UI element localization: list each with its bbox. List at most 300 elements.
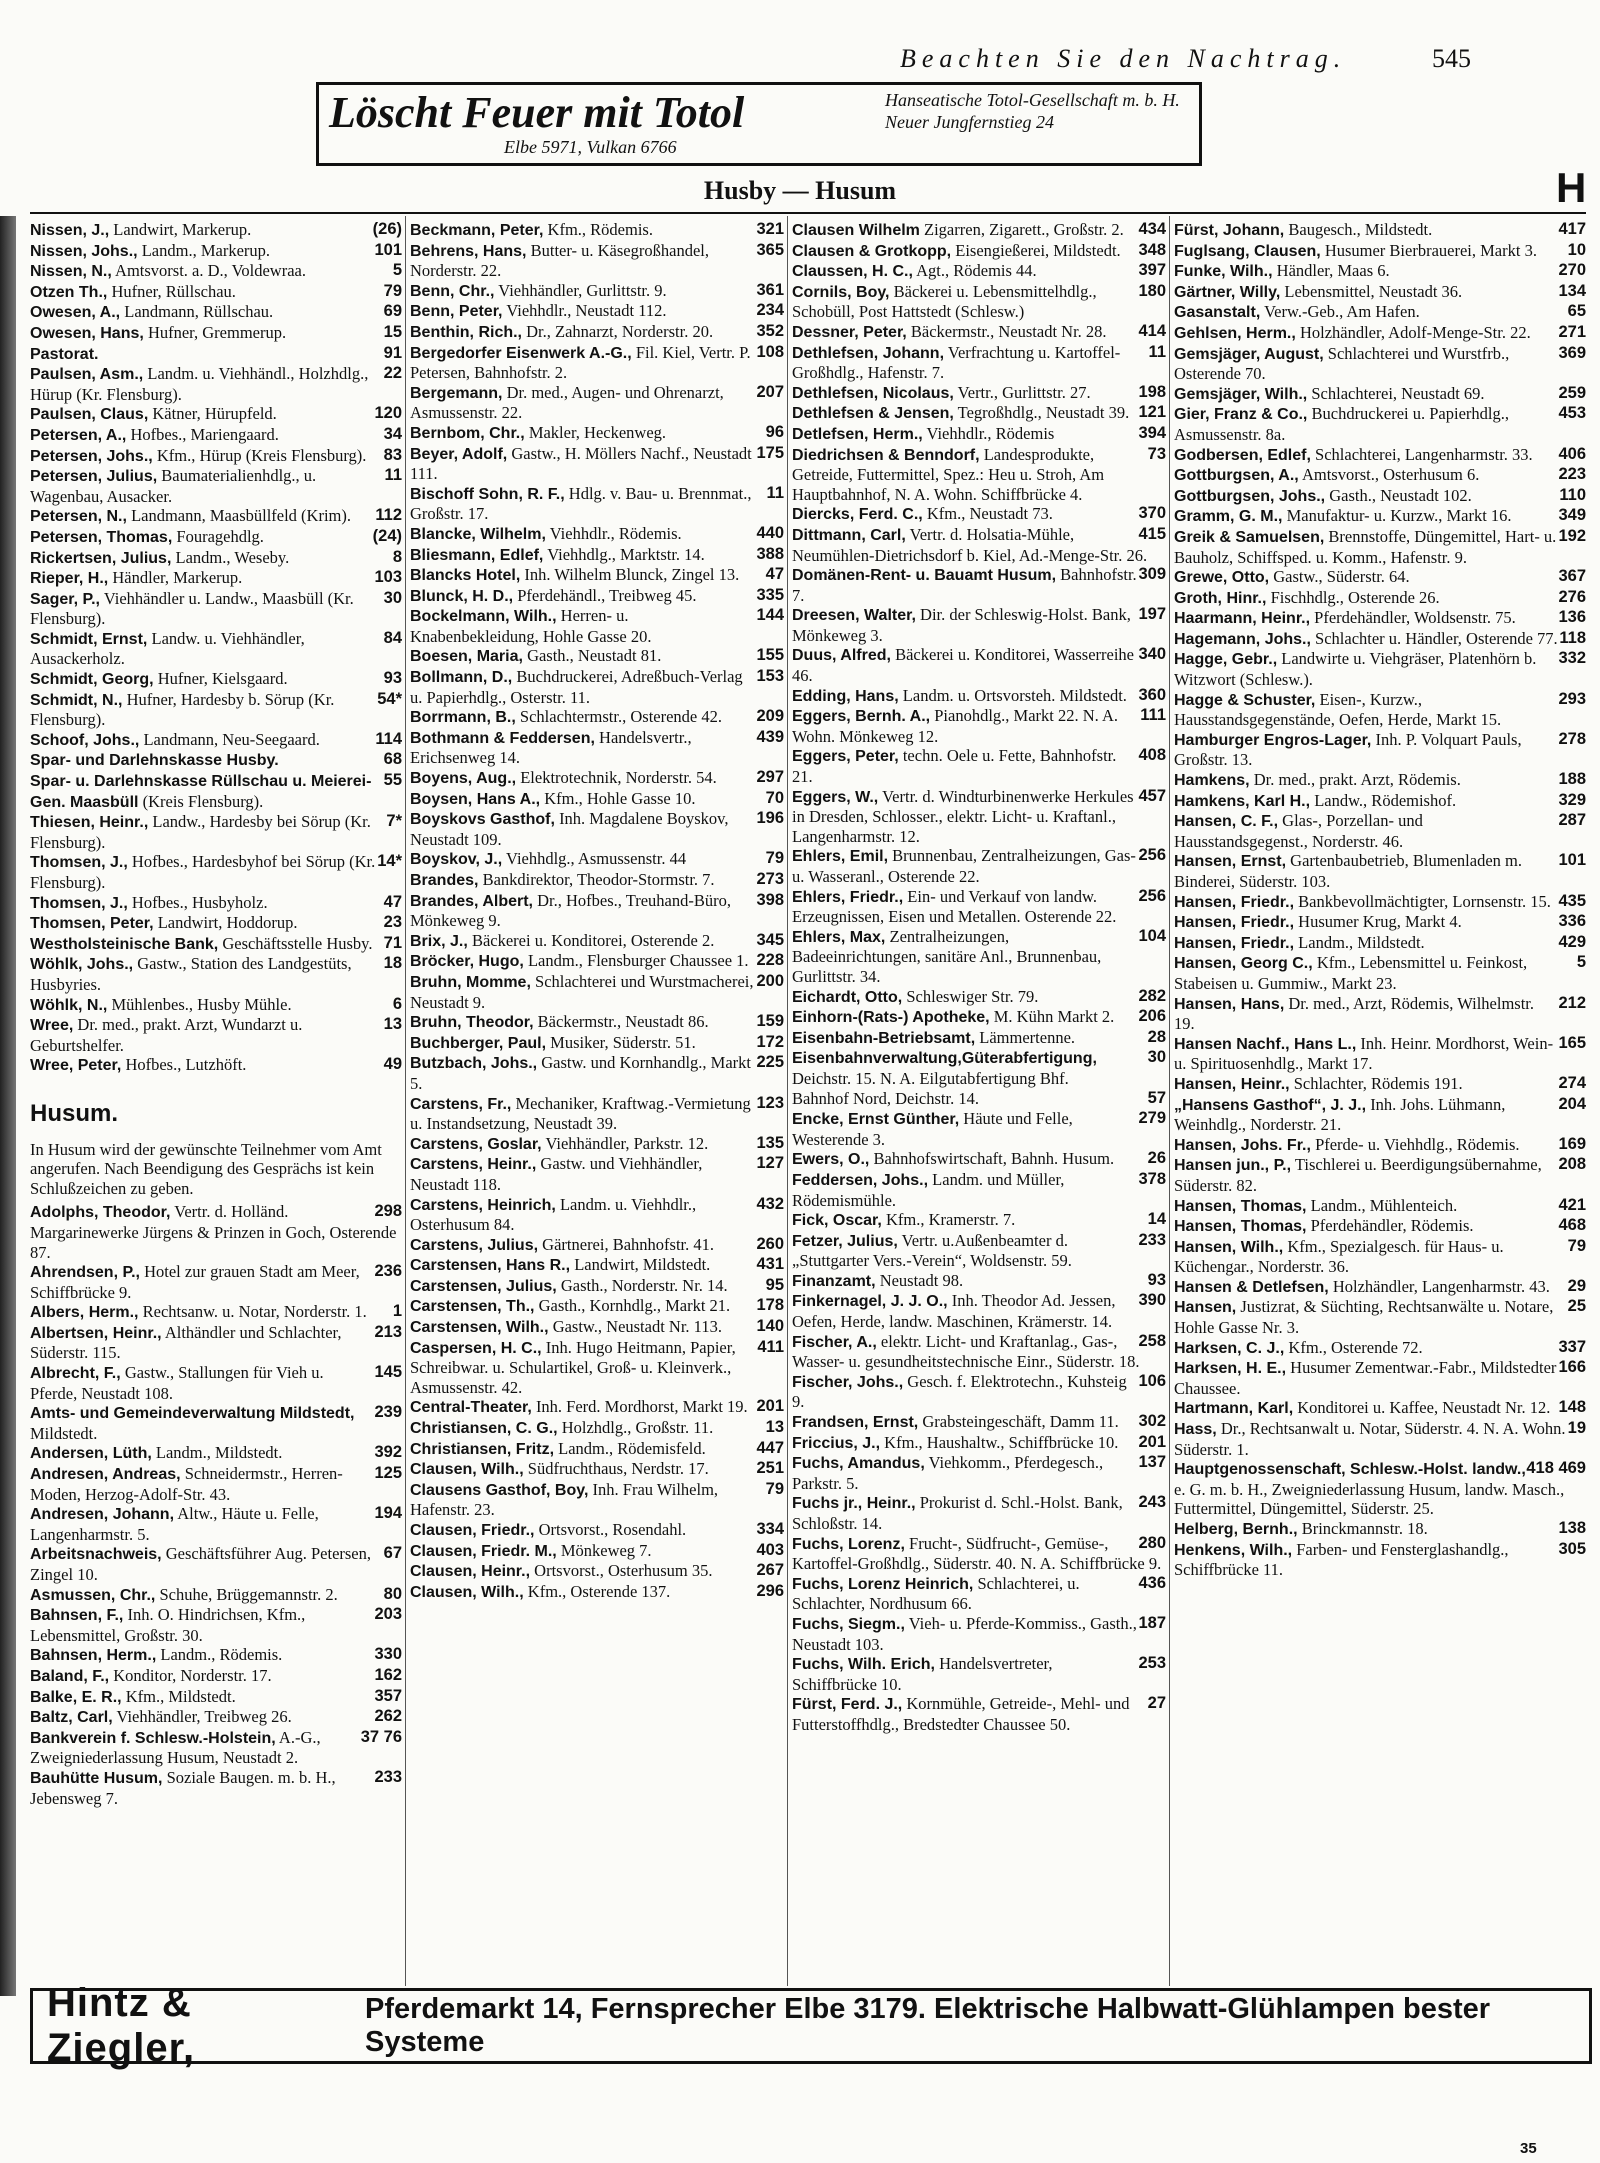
directory-entry xyxy=(410,1480,784,1520)
entry-details: Landm., Flensburger Chaussee 1. xyxy=(527,951,749,971)
entry-phone-number: 27 xyxy=(1147,1694,1166,1713)
entry-name: Clausen, Wilh., xyxy=(410,1583,524,1601)
entry-phone-number: 11 xyxy=(766,483,784,502)
entry-name: Albrecht, F., xyxy=(30,1365,121,1383)
entry-details: Inh. Magdalene Boyskov, Neustadt 109. xyxy=(410,809,729,849)
entry-details: Kfm., Lebensmittel u. Feinkost, Stabeisen u. Gummiw., Markt 23. xyxy=(1174,953,1528,993)
entry-phone-number: 106 xyxy=(1138,1371,1166,1390)
entry-phone-number: 148 xyxy=(1558,1398,1586,1417)
entry-name: Diedrichsen & Benndorf, xyxy=(792,446,980,464)
entry-details: Kornmühle, Getreide-, Mehl- und Futterstoffhdlg., Bredstedter Chaussee 50. xyxy=(792,1694,1130,1734)
entry-name: Bahnsen, F., xyxy=(30,1607,124,1625)
entry-name: Fuchs, Wilh. Erich, xyxy=(792,1656,935,1674)
entry-details: Viehhdlr., Rödemis. xyxy=(549,523,682,543)
entry-phone-number: 260 xyxy=(756,1234,784,1253)
entry-details: Kfm., Haushaltw., Schiffbrücke 10. xyxy=(884,1432,1119,1452)
entry-phone-number: 108 xyxy=(756,342,784,361)
directory-entry xyxy=(410,1338,784,1398)
entry-name: Harksen, C. J., xyxy=(1174,1339,1285,1357)
entry-name: Schmidt, Georg, xyxy=(30,671,154,689)
entry-name: Boyskov, J., xyxy=(410,851,503,869)
entry-details: Gastw., Stallungen für Vieh u. Pferde, Neustadt 108. xyxy=(30,1363,324,1403)
entry-phone-number: 417 xyxy=(1558,220,1586,238)
column-divider xyxy=(1169,216,1170,1986)
entry-details: Dr. med., prakt. Arzt, Wundarzt u. Geburtshelfer. xyxy=(30,1015,303,1055)
entry-phone-number: 13 xyxy=(383,1015,402,1034)
directory-entry xyxy=(792,1372,1166,1412)
entry-details: Schlachter u. Händler, Osterende 77. xyxy=(1315,628,1558,648)
entry-phone-number: 54* xyxy=(377,689,402,708)
entry-name: Brandes, xyxy=(410,872,479,889)
entry-details: Bäckerei u. Konditorei, Osterende 2. xyxy=(471,930,715,950)
entry-name: Greik & Samuelsen, xyxy=(1174,528,1325,546)
directory-entry xyxy=(1174,690,1586,730)
page-title: Husby — Husum xyxy=(703,176,897,205)
entry-details: Pferdehändler, Woldsenstr. 75. xyxy=(1314,608,1516,628)
entry-phone-number: 18 xyxy=(383,954,402,973)
entry-name: Petersen, Johs., xyxy=(30,447,153,465)
entry-name: Wree, Peter, xyxy=(30,1057,122,1075)
entry-name: Rickertsen, Julius, xyxy=(30,549,172,567)
entry-details: Deichstr. 15. N. A. Eilgutabfertigung Bhf. xyxy=(792,1068,1069,1088)
entry-name: Baland, F., xyxy=(30,1667,110,1685)
directory-entry xyxy=(1174,933,1586,954)
entry-phone-number: 187 xyxy=(1138,1613,1166,1632)
entry-details: Herren- u. Knabenbekleidung, Hohle Gasse 20. xyxy=(410,606,652,646)
entry-name: Brandes, Albert, xyxy=(410,892,533,910)
entry-details: Viehhdlg., Marktstr. 14. xyxy=(547,544,705,564)
directory-entry xyxy=(792,1493,1166,1533)
entry-details: Schuhe, Brüggemannstr. 2. xyxy=(159,1584,338,1604)
directory-entry xyxy=(410,1541,784,1562)
entry-phone-number: 120 xyxy=(374,404,402,423)
directory-entry xyxy=(1174,1155,1586,1195)
entry-details: Landwirt, Markerup. xyxy=(113,220,252,239)
entry-phone-number: 125 xyxy=(374,1464,402,1483)
entry-details: Händler, Markerup. xyxy=(112,568,243,588)
entry-phone-number: 415 xyxy=(1138,524,1166,543)
entry-phone-number: 243 xyxy=(1138,1493,1166,1512)
entry-details: Schneidermstr., Herren-Moden, Herzog-Adolf-Str. 43. xyxy=(30,1464,343,1504)
entry-details: Hofbes., Lutzhöft. xyxy=(125,1055,247,1075)
entry-details: Husumer Krug, Markt 4. xyxy=(1298,912,1462,932)
directory-entry xyxy=(30,1687,402,1708)
entry-name: Blunck, H. D., xyxy=(410,587,514,605)
entry-name: Fürst, Ferd. J., xyxy=(792,1696,903,1714)
directory-entry xyxy=(30,1768,402,1808)
entry-details: Viehhändler u. Landw., Maasbüll (Kr. Flensburg). xyxy=(30,588,354,629)
directory-entry xyxy=(30,323,402,344)
entry-name: Hauptgenossenschaft, Schlesw.-Holst. landw., xyxy=(1174,1461,1526,1479)
entry-name: Behrens, Hans, xyxy=(410,242,527,260)
entry-name: Petersen, Julius, xyxy=(30,468,158,486)
directory-entry xyxy=(410,1235,784,1256)
entry-name: Fick, Oscar, xyxy=(792,1212,882,1230)
entry-phone-number: 223 xyxy=(1558,465,1586,484)
entry-details: Inh. O. Hindrichsen, Kfm., Lebensmittel, Großstr. 30. xyxy=(30,1605,306,1645)
entry-phone-number: 276 xyxy=(1558,587,1586,606)
entry-details: Landm., Mildstedt. xyxy=(155,1443,283,1463)
entry-name: Asmussen, Chr., xyxy=(30,1586,156,1604)
entry-name: Carstens, Fr., xyxy=(410,1095,512,1113)
directory-entry xyxy=(410,1317,784,1338)
entry-phone-number: 259 xyxy=(1558,383,1586,402)
entry-name: Bröcker, Hugo, xyxy=(410,953,524,971)
entry-name: Fuchs jr., Heinr., xyxy=(792,1495,916,1513)
entry-phone-number: 79 xyxy=(1567,1236,1586,1255)
entry-name: Carstensen, Wilh., xyxy=(410,1319,549,1337)
entry-details: Kfm., Spezialgesch. für Haus- u. Küchengar., Norderstr. 36. xyxy=(1174,1236,1504,1277)
entry-details: Konditor, Norderstr. 17. xyxy=(113,1665,272,1685)
entry-phone-number: 414 xyxy=(1138,321,1166,340)
directory-entry xyxy=(30,954,402,994)
entry-phone-number: 1 xyxy=(392,1302,402,1321)
entry-name: Christiansen, C. G., xyxy=(410,1420,558,1438)
directory-entry xyxy=(30,302,402,323)
entry-name: Bliesmann, Edlef, xyxy=(410,546,544,564)
entry-name: Schoof, Johs., xyxy=(30,731,140,749)
entry-name: Clausen & Grotkopp, xyxy=(792,242,952,260)
entry-name: Hamkens, Karl H., xyxy=(1174,792,1311,810)
entry-details: Geschäftsführer Aug. Petersen, Zingel 10. xyxy=(30,1544,372,1584)
entry-details: Dr., Zahnarzt, Norderstr. 20. xyxy=(526,321,714,341)
entry-details: Gastw., Station des Landgestüts, Husbyries. xyxy=(30,954,352,994)
directory-entry xyxy=(30,629,402,669)
entry-phone-number: 397 xyxy=(1138,261,1166,280)
section-heading: Husum. xyxy=(30,1099,119,1127)
directory-entry xyxy=(792,445,1166,505)
directory-entry xyxy=(410,1582,784,1603)
entry-name: Hansen, Friedr., xyxy=(1174,934,1295,952)
entry-name: Bernbom, Chr., xyxy=(410,424,525,442)
directory-entry xyxy=(410,322,784,343)
entry-name: Schmidt, Ernst, xyxy=(30,630,148,648)
entry-phone-number: 204 xyxy=(1558,1094,1586,1113)
entry-name: Dethlefsen & Jensen, xyxy=(792,405,954,423)
entry-name: Feddersen, Johs., xyxy=(792,1171,929,1189)
entry-phone-number: 369 xyxy=(1558,343,1586,362)
directory-entry xyxy=(792,1332,1166,1372)
husum-entries xyxy=(30,1202,402,1808)
entry-phone-number: 67 xyxy=(383,1544,402,1563)
entry-details: Neustadt 98. xyxy=(879,1270,964,1290)
entry-details: techn. Oele u. Fette, Bahnhofstr. 21. xyxy=(792,746,1117,787)
entry-name: Wöhlk, N., xyxy=(30,996,108,1014)
entry-details: Kfm., Osterende 137. xyxy=(527,1581,671,1601)
entry-phone-number: 101 xyxy=(1558,851,1586,870)
entry-name: Bankverein f. Schlesw.-Holstein, xyxy=(30,1729,276,1747)
entry-details: Glas-, Porzellan- und Hausstandsgegenst., Norderstr. 46. xyxy=(1174,811,1423,851)
entry-name: Boyens, Aug., xyxy=(410,770,517,788)
entry-details: Eisen-, Kurzw., Hausstandsgegenstände, Oefen, Herde, Markt 15. xyxy=(1174,689,1502,730)
entry-name: Diercks, Ferd. C., xyxy=(792,506,923,524)
entry-phone-number: 23 xyxy=(383,913,402,932)
directory-entry xyxy=(30,1015,402,1055)
entry-phone-number: 30 xyxy=(1147,1048,1166,1067)
entry-phone-number: 278 xyxy=(1558,729,1586,748)
entry-phone-number: 136 xyxy=(1558,608,1586,627)
directory-entry xyxy=(792,1534,1166,1574)
entry-phone-number: 367 xyxy=(1558,567,1586,586)
entry-phone-number: 390 xyxy=(1138,1291,1166,1310)
entry-name: Carstens, Julius, xyxy=(410,1236,539,1254)
entry-phone-number: 165 xyxy=(1558,1033,1586,1052)
directory-entry xyxy=(792,1694,1166,1734)
directory-entry xyxy=(1174,851,1586,891)
directory-entry xyxy=(30,690,402,730)
entry-details: Landw., Rödemishof. xyxy=(1314,790,1457,810)
entry-phone-number: 5 xyxy=(1576,953,1586,972)
entry-phone-number: 394 xyxy=(1138,423,1166,442)
directory-entry xyxy=(30,1585,402,1606)
entry-phone-number: 388 xyxy=(756,544,784,563)
entry-phone-number: 57 xyxy=(1147,1088,1166,1107)
entry-phone-number: 111 xyxy=(1140,706,1166,725)
entry-phone-number: 253 xyxy=(1138,1654,1166,1673)
column-2 xyxy=(410,220,784,1980)
entry-phone-number: 434 xyxy=(1138,220,1166,238)
directory-entry xyxy=(1174,1095,1586,1135)
directory-entry xyxy=(792,1028,1166,1049)
directory-entry xyxy=(410,768,784,789)
directory-entry xyxy=(1174,282,1586,303)
entry-phone-number: 68 xyxy=(383,750,402,769)
directory-entry xyxy=(1174,1358,1586,1398)
entry-phone-number: 192 xyxy=(1558,526,1586,545)
entry-details: Bäckerei u. Konditorei, Wasserreihe 46. xyxy=(792,645,1134,686)
directory-entry xyxy=(792,686,1166,707)
entry-name: Bauhütte Husum, xyxy=(30,1769,163,1787)
entry-phone-number: 118 xyxy=(1559,628,1586,647)
entry-phone-number: 201 xyxy=(756,1397,784,1416)
directory-entry xyxy=(1174,344,1586,384)
directory-entry xyxy=(30,1707,402,1728)
directory-entry xyxy=(30,1645,402,1666)
header-note: Beachten Sie den Nachtrag. xyxy=(900,44,1347,73)
entry-details: Husumer Bierbrauerei, Markt 3. xyxy=(1324,240,1537,260)
entry-phone-number: 447 xyxy=(756,1438,784,1457)
entry-name: Hansen, Friedr., xyxy=(1174,893,1295,911)
directory-entry xyxy=(30,1464,402,1504)
entry-name: Ehlers, Max, xyxy=(792,928,886,946)
entry-details: Hufner, Hardesby b. Sörup (Kr. Flensburg). xyxy=(30,689,335,730)
entry-phone-number: 279 xyxy=(1138,1109,1166,1128)
entry-name: Godbersen, Edlef, xyxy=(1174,446,1311,464)
entry-details: Hofbes., Hardesbyhof bei Sörup (Kr. Flensburg). xyxy=(30,852,376,892)
entry-phone-number: 201 xyxy=(1138,1432,1166,1451)
directory-entry xyxy=(410,1012,784,1033)
directory-entry xyxy=(1174,445,1586,466)
entry-details: Hufner, Rüllschau. xyxy=(111,281,236,301)
directory-entry xyxy=(792,1412,1166,1433)
entry-name: Baltz, Carl, xyxy=(30,1709,113,1727)
directory-entry xyxy=(30,220,402,241)
entry-phone-number: 332 xyxy=(1558,649,1586,668)
entry-phone-number: 337 xyxy=(1558,1337,1586,1356)
entry-details: Baugesch., Mildstedt. xyxy=(1288,220,1433,239)
directory-entry xyxy=(1174,506,1586,527)
entry-details: Kfm., Hürup (Kreis Flensburg). xyxy=(156,445,367,465)
entry-phone-number: 172 xyxy=(756,1032,784,1051)
entry-details: Tischlerei u. Beerdigungsübernahme, Süderstr. 82. xyxy=(1174,1155,1542,1195)
directory-entry xyxy=(30,995,402,1016)
entry-name: Eichardt, Otto, xyxy=(792,988,903,1006)
entry-name: Carstensen, Th., xyxy=(410,1298,535,1316)
directory-entry xyxy=(1174,1196,1586,1217)
entry-phone-number: 293 xyxy=(1558,689,1586,708)
entry-name: Thiesen, Heinr., xyxy=(30,814,149,832)
directory-entry xyxy=(410,809,784,849)
directory-entry xyxy=(30,1666,402,1687)
entry-details: Mechaniker, Kraftwag.-Vermietung u. Instandsetzung, Neustadt 39. xyxy=(410,1093,751,1134)
entry-details: Schlachterei und Wurstmacherei, Neustadt 9. xyxy=(410,971,754,1012)
entry-phone-number: 13 xyxy=(765,1418,784,1437)
entry-phone-number: 439 xyxy=(756,727,784,746)
directory-entry xyxy=(1174,1459,1586,1519)
entry-phone-number: 145 xyxy=(374,1363,402,1382)
entry-name: Beyer, Adolf, xyxy=(410,445,508,463)
entry-details: Ortsvorst., Rosendahl. xyxy=(538,1520,687,1539)
entry-phone-number: 166 xyxy=(1558,1358,1586,1377)
directory-entry xyxy=(410,1033,784,1054)
directory-entry xyxy=(792,1654,1166,1694)
entry-phone-number: 411 xyxy=(757,1337,784,1356)
entry-name: Wree, xyxy=(30,1017,74,1035)
entry-details: Hufner, Kielsgaard. xyxy=(157,669,288,689)
directory-entry xyxy=(410,1561,784,1582)
entry-phone-number: 96 xyxy=(765,422,784,441)
entry-name: Dreesen, Walter, xyxy=(792,607,916,625)
entry-details: Schlachterei und Wurstfrb., Osterende 70. xyxy=(1174,343,1510,384)
directory-entry xyxy=(410,1418,784,1439)
entry-phone-number: 468 xyxy=(1558,1216,1586,1235)
entry-phone-number: 418 469 xyxy=(1526,1459,1586,1478)
entry-details: Dir. der Schleswig-Holst. Bank, Mönkeweg 3. xyxy=(792,605,1131,645)
entry-details: Tegroßhdlg., Neustadt 39. xyxy=(957,403,1130,423)
entry-details: Landm. u. Ortsvorsteh. Mildstedt. xyxy=(902,685,1127,705)
entry-phone-number: 436 xyxy=(1138,1573,1166,1592)
directory-entry xyxy=(410,667,784,707)
entry-phone-number: 370 xyxy=(1138,504,1166,523)
entry-phone-number: 80 xyxy=(383,1584,402,1603)
entry-phone-number: 11 xyxy=(1148,342,1166,361)
entry-phone-number: 135 xyxy=(756,1133,784,1152)
entry-name: Owesen, Hans, xyxy=(30,324,144,342)
entry-name: Fischer, A., xyxy=(792,1333,877,1351)
directory-entry xyxy=(30,934,402,955)
entry-details: Landm., Mühlenteich. xyxy=(1310,1195,1458,1215)
directory-entry xyxy=(410,220,784,241)
entry-details: Landmann, Rüllschau. xyxy=(124,302,274,322)
directory-entry xyxy=(1174,1519,1586,1540)
entry-details: Hufner, Gremmerup. xyxy=(147,322,287,342)
entry-details: Gastw. und Kornhandlg., Markt 5. xyxy=(410,1053,751,1093)
entry-details: Bahnhofswirtschaft, Bahnh. Husum. xyxy=(873,1149,1115,1169)
entry-details: Elektrotechnik, Norderstr. 54. xyxy=(520,768,717,788)
entry-phone-number: 345 xyxy=(756,930,784,949)
entry-name: Hansen, Hans, xyxy=(1174,995,1285,1013)
entry-phone-number: 406 xyxy=(1558,444,1586,463)
directory-entry xyxy=(30,893,402,914)
entry-name: Rieper, H., xyxy=(30,570,109,588)
directory-entry xyxy=(1174,953,1586,993)
entry-name: Hansen, Thomas, xyxy=(1174,1218,1307,1236)
entry-phone-number: 197 xyxy=(1138,605,1166,624)
entry-phone-number: 198 xyxy=(1138,382,1166,401)
entry-details: Mildstedt. xyxy=(30,1423,98,1443)
entry-name: Fuchs, Amandus, xyxy=(792,1455,925,1473)
entry-name: Ahrendsen, P., xyxy=(30,1264,140,1282)
entry-phone-number: 110 xyxy=(1559,485,1586,504)
entry-name: Boesen, Maria, xyxy=(410,648,523,666)
directory-entry xyxy=(30,506,402,527)
entry-name: Clausen Wilhelm xyxy=(792,222,920,239)
entry-name: Hamkens, xyxy=(1174,772,1250,790)
directory-entry xyxy=(792,1433,1166,1454)
entry-phone-number: 212 xyxy=(1558,993,1586,1012)
directory-entry xyxy=(792,383,1166,404)
entry-details: Landm., Mildstedt. xyxy=(1298,932,1425,952)
directory-entry xyxy=(30,730,402,751)
directory-entry xyxy=(1174,912,1586,933)
entry-details: Verw.-Geb., Am Hafen. xyxy=(1264,302,1420,322)
entry-phone-number: 432 xyxy=(756,1194,784,1213)
entry-details: Inh. Wilhelm Blunck, Zingel 13. xyxy=(524,565,740,585)
entry-name: Hansen jun., P., xyxy=(1174,1157,1292,1175)
entry-details: Schlachter, Rödemis 191. xyxy=(1293,1073,1463,1093)
entry-name: Frandsen, Ernst, xyxy=(792,1414,919,1432)
entry-name: Clausen, Wilh., xyxy=(410,1461,524,1479)
entry-phone-number: 440 xyxy=(756,523,784,542)
entry-name: Nissen, N., xyxy=(30,263,112,281)
entry-phone-number: 234 xyxy=(756,301,784,320)
directory-entry xyxy=(1174,588,1586,609)
entry-details: Landm., Rödemisfeld. xyxy=(558,1438,706,1458)
entry-name: Arbeitsnachweis, xyxy=(30,1546,162,1564)
directory-entry xyxy=(1174,1338,1586,1359)
entry-details: Dr. med., prakt. Arzt, Rödemis. xyxy=(1253,770,1461,790)
directory-entry xyxy=(792,504,1166,525)
directory-entry xyxy=(1174,527,1586,567)
entry-details: Pferdehändl., Treibweg 45. xyxy=(517,585,697,605)
entry-name: Hagemann, Johs., xyxy=(1174,630,1311,648)
directory-entry xyxy=(1174,261,1586,282)
page-number: 545 xyxy=(1432,44,1471,73)
entry-phone-number: 392 xyxy=(374,1443,402,1462)
entry-name: Thomsen, Peter, xyxy=(30,915,154,933)
directory-entry xyxy=(792,403,1166,424)
entry-details: Bäckermstr., Neustadt Nr. 28. xyxy=(910,321,1107,341)
entry-phone-number: 329 xyxy=(1558,790,1586,809)
directory-entry xyxy=(792,1170,1166,1210)
entry-name: Gehlsen, Herm., xyxy=(1174,324,1296,342)
entry-details: Prokurist d. Schl.-Holst. Bank, Schloßstr. 14. xyxy=(792,1493,1123,1533)
entry-details: Frucht-, Südfrucht-, Gemüse-, Kartoffel-Großhdlg., Süderstr. 40. N. A. Schiffbrücke 9. xyxy=(792,1533,1162,1574)
entry-name: Bruhn, Momme, xyxy=(410,973,531,991)
entry-phone-number: 196 xyxy=(756,809,784,828)
entry-name: Clausens Gasthof, Boy, xyxy=(410,1481,589,1499)
entry-phone-number: 47 xyxy=(383,892,402,911)
entry-name: „Hansens Gasthof“, J. J., xyxy=(1174,1096,1367,1114)
directory-entry xyxy=(410,849,784,870)
entry-details: Dr., Rechtsanwalt u. Notar, Süderstr. 4. N. A. Wohn. Süderstr. 1. xyxy=(1174,1419,1566,1459)
entry-name: Thomsen, J., xyxy=(30,894,128,912)
directory-entry xyxy=(410,1276,784,1297)
entry-details: Kfm., Neustadt 73. xyxy=(926,504,1053,524)
entry-phone-number: 302 xyxy=(1138,1412,1166,1431)
directory-entry xyxy=(792,1574,1166,1614)
entry-details: Gartenbaubetrieb, Blumenladen m. Binderei, Süderstr. 103. xyxy=(1174,851,1522,891)
